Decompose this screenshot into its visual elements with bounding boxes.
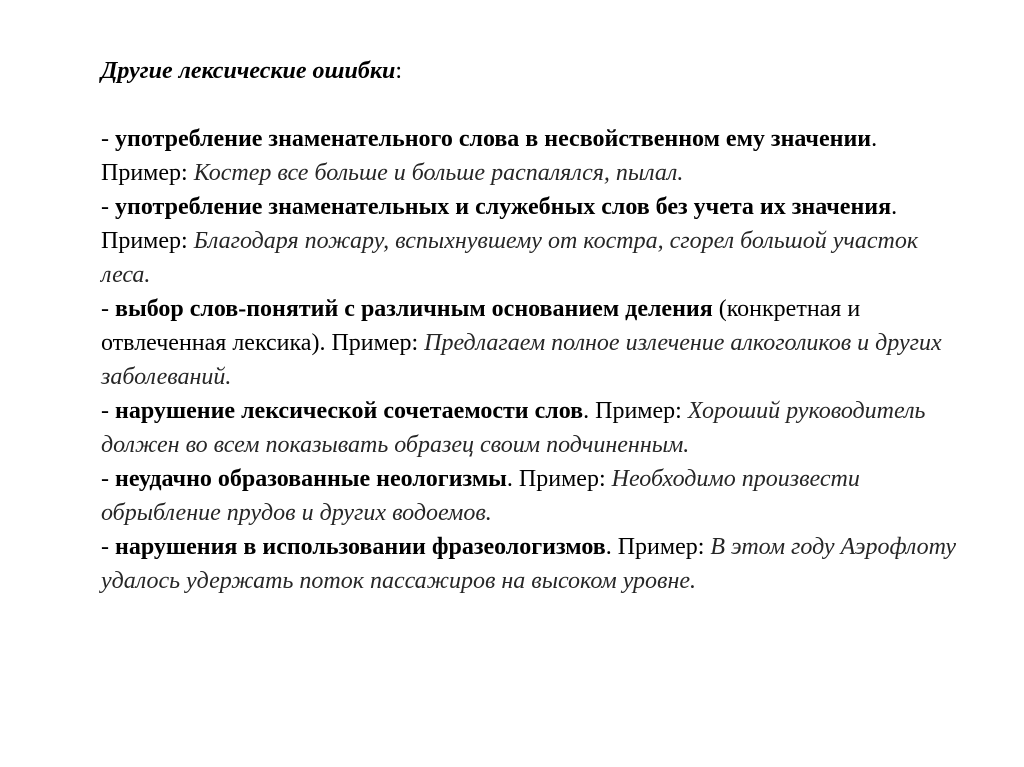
item-term: нарушение лексической сочетаемости слов (115, 398, 584, 424)
item-dash: - (101, 126, 115, 152)
item-example: Предлагаем полное излечение алкоголиков и других заболеваний. (101, 330, 942, 390)
item-example-label: . Пример: (319, 330, 425, 356)
item-dash: - (101, 194, 115, 220)
list-item (101, 292, 961, 394)
slide-heading (101, 54, 961, 88)
item-term: нарушения в использовании фразеологизмов (115, 534, 606, 560)
item-example: В этом году Аэрофлоту удалось удержать поток пассажиров на высоком уровне. (101, 534, 957, 594)
list-item (101, 122, 961, 190)
list-item (101, 530, 961, 598)
item-dash: - (101, 398, 115, 424)
item-example-label: . Пример: (583, 398, 688, 424)
item-example: Благодаря пожару, вспыхнувшему от костра, сгорел большой участок леса. (101, 228, 919, 288)
item-example: Костер все больше и больше распалялся, пылал. (193, 160, 684, 186)
spacer (101, 88, 961, 122)
list-item (101, 190, 961, 292)
item-term: неудачно образованные неологизмы (115, 466, 507, 492)
item-example: Хороший руководитель должен во всем показывать образец своим подчиненным. (101, 398, 926, 458)
list-item (101, 462, 961, 530)
item-term: выбор слов-понятий с различным основанием деления (115, 296, 713, 322)
item-term: употребление знаменательного слова в несвойственном ему значении (115, 126, 872, 152)
item-example-label: . Пример: (101, 194, 898, 254)
item-dash: - (101, 534, 115, 560)
item-example-label: . Пример: (605, 534, 711, 560)
item-dash: - (101, 296, 115, 322)
item-dash: - (101, 466, 115, 492)
list-item (101, 394, 961, 462)
item-example: Необходимо произвести обрыбление прудов и других водоемов. (101, 466, 860, 526)
heading-colon: : (395, 58, 403, 84)
item-example-label: . Пример: (506, 466, 612, 492)
item-term: употребление знаменательных и служебных слов без учета их значения (115, 194, 892, 220)
slide-content (101, 54, 961, 598)
item-plain: (конкретная и отвлеченная лексика) (101, 296, 861, 356)
item-example-label: . Пример: (101, 126, 878, 186)
heading-title: Другие лексические ошибки (101, 58, 396, 84)
